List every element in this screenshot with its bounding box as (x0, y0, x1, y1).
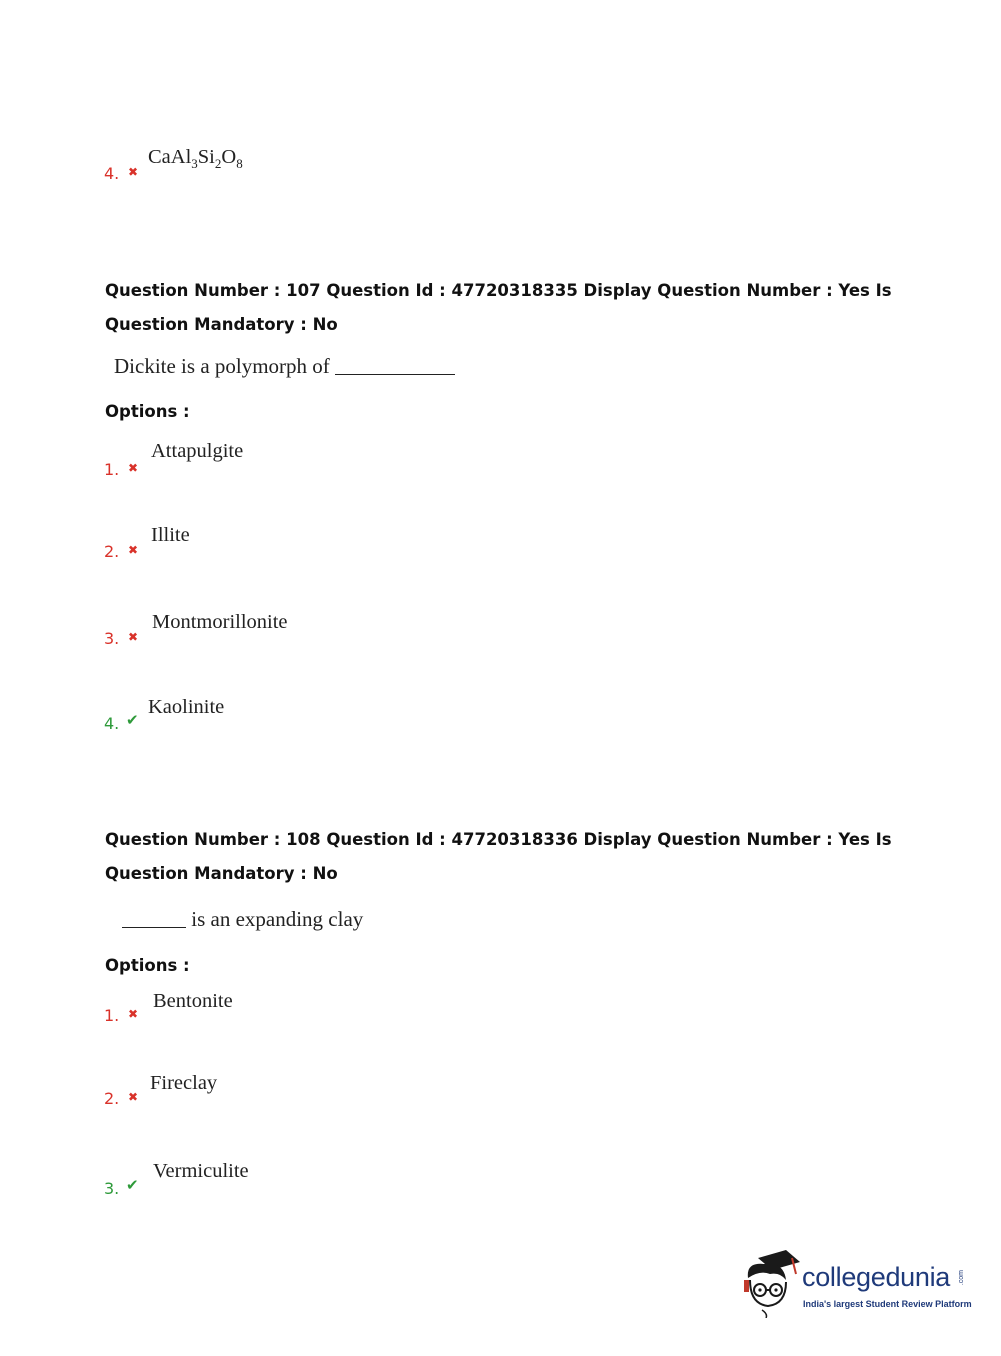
cross-icon: ✖ (128, 630, 139, 644)
cross-icon: ✖ (128, 543, 139, 557)
option-text: Attapulgite (151, 440, 244, 462)
brand-tagline: India's largest Student Review Platform (803, 1299, 972, 1309)
options-label: Options : (105, 956, 190, 975)
check-icon: ✔ (126, 1176, 139, 1194)
check-icon: ✔ (126, 711, 139, 729)
brand-com: .com (958, 1270, 965, 1286)
question-text: is an expanding clay (122, 907, 363, 932)
options-label: Options : (105, 402, 190, 421)
cross-icon: ✖ (128, 1007, 139, 1021)
option-number: 2. (104, 542, 120, 561)
option-number: 1. (104, 460, 120, 479)
option-text: Vermiculite (153, 1160, 249, 1182)
brand-name: collegedunia (802, 1262, 951, 1292)
option-text: Kaolinite (148, 696, 225, 718)
option-text: Illite (151, 524, 190, 546)
cross-icon: ✖ (128, 165, 139, 179)
option-number: 3. (104, 629, 120, 648)
mascot-icon (740, 1248, 802, 1318)
option-number: 2. (104, 1089, 120, 1108)
blank-line (122, 927, 186, 928)
question-text: Dickite is a polymorph of (114, 354, 455, 379)
question-header: Question Number : 108 Question Id : 47720318336 Display Question Number : Yes Is Question Mandatory : No (105, 830, 892, 883)
option-text: Bentonite (153, 990, 233, 1012)
option-number: 4. (104, 714, 120, 733)
option-text: Montmorillonite (152, 611, 288, 633)
option-formula: $CaAl_3Si_2O_8$ (148, 146, 243, 172)
question-header: Question Number : 107 Question Id : 47720318335 Display Question Number : Yes Is Question Mandatory : No (105, 281, 892, 334)
collegedunia-logo (740, 1248, 970, 1320)
cross-icon: ✖ (128, 1090, 139, 1104)
blank-line (335, 374, 455, 375)
option-text: Fireclay (150, 1072, 218, 1094)
option-number: 4. (104, 164, 120, 183)
option-number: 3. (104, 1179, 120, 1198)
cross-icon: ✖ (128, 461, 139, 475)
option-number: 1. (104, 1006, 120, 1025)
